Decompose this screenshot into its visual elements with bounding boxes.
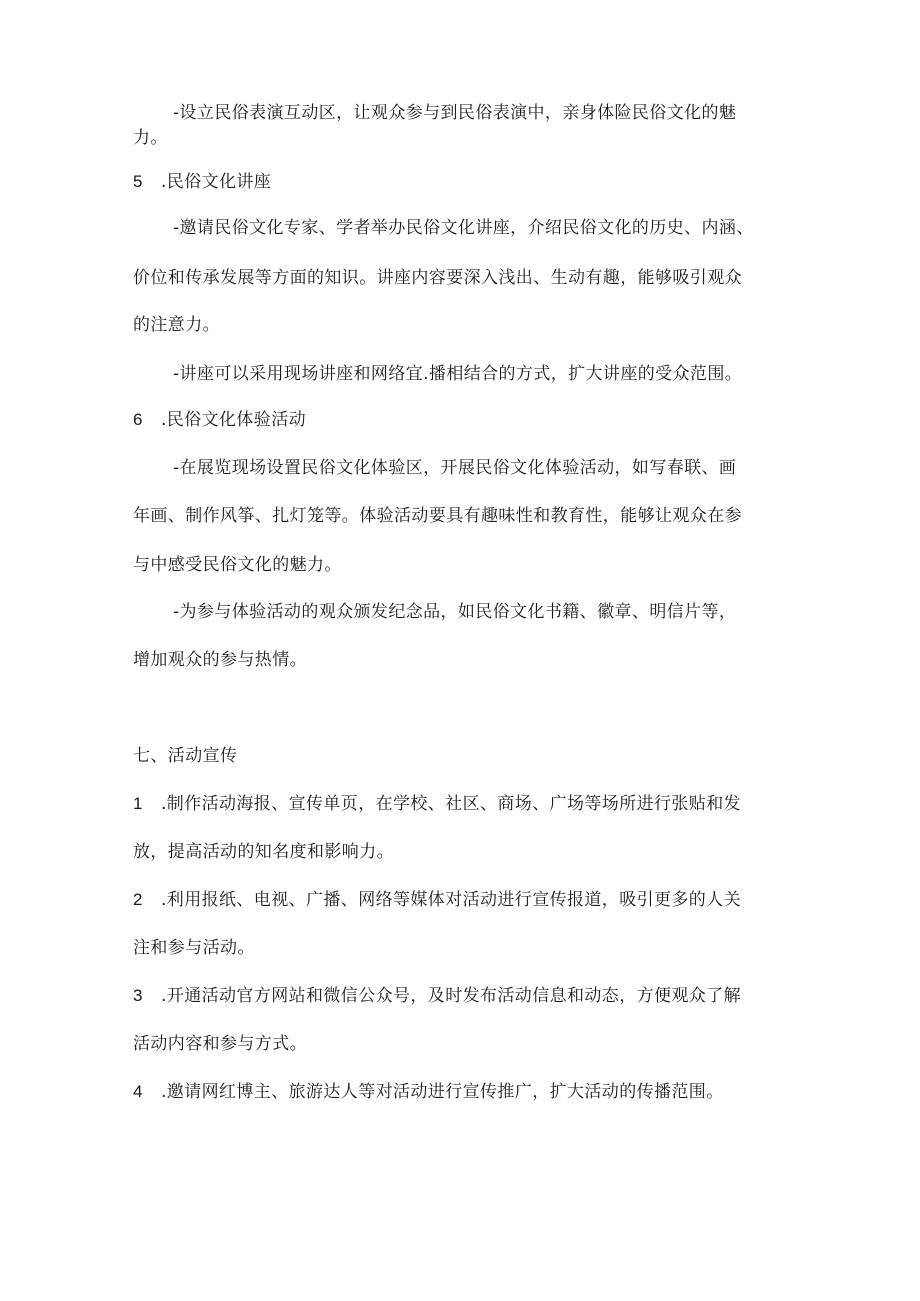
section-title: .民俗文化讲座 [161,172,272,192]
paragraph-line: -设立民俗表演互动区，让观众参与到民俗表演中，亲身体险民俗文化的魅 [173,103,737,123]
list-item-4 [133,1082,724,1102]
paragraph-line: -为参与体验活动的观众颁发纪念品，如民俗文化书籍、徽章、明信片等， [173,602,737,622]
paragraph-line: 放，提高活动的知名度和影响力。 [133,842,394,862]
paragraph-line: 活动内容和参与方式。 [133,1034,307,1054]
item-number: 1 [133,794,143,813]
section-heading-6 [133,410,306,430]
list-item-1 [133,794,741,814]
paragraph-line: -在展览现场设置民俗文化体验区，开展民俗文化体验活动，如写春联、画 [173,458,737,478]
section-number: 6 [133,410,143,429]
item-number: 2 [133,890,143,909]
paragraph-line: 增加观众的参与热情。 [133,650,307,670]
item-text: .制作活动海报、宣传单页，在学校、社区、商场、广场等场所进行张贴和发 [161,794,742,814]
item-number: 4 [133,1082,143,1101]
section-title: .民俗文化体验活动 [161,410,307,430]
chapter-heading: 七、活动宣传 [133,746,238,766]
paragraph-line: 的注意力。 [133,315,220,335]
paragraph-line: 价位和传承发展等方面的知识。讲座内容要深入浅出、生动有趣，能够吸引观众 [133,268,742,288]
list-item-3 [133,986,741,1006]
paragraph-line: -邀请民俗文化专家、学者举办民俗文化讲座，介绍民俗文化的历史、内涵、 [173,218,754,238]
section-heading-5 [133,172,271,192]
list-item-2 [133,890,741,910]
section-number: 5 [133,172,143,191]
paragraph-line: 力。 [133,128,168,148]
item-text: .利用报纸、电视、广播、网络等媒体对活动进行宣传报道，吸引更多的人关 [161,890,742,910]
paragraph-line: 年画、制作风筝、扎灯笼等。体验活动要具有趣味性和教育性，能够让观众在参 [133,506,742,526]
item-text: .邀请网红博主、旅游达人等对活动进行宣传推广，扩大活动的传播范围。 [161,1082,724,1102]
paragraph-line: 与中感受民俗文化的魅力。 [133,555,342,575]
paragraph-line: -讲座可以采用现场讲座和网络宜.播相结合的方式，扩大讲座的受众范围。 [173,364,743,384]
paragraph-line: 注和参与活动。 [133,938,255,958]
item-number: 3 [133,986,143,1005]
item-text: .开通活动官方网站和微信公众号，及时发布活动信息和动态，方便观众了解 [161,986,742,1006]
